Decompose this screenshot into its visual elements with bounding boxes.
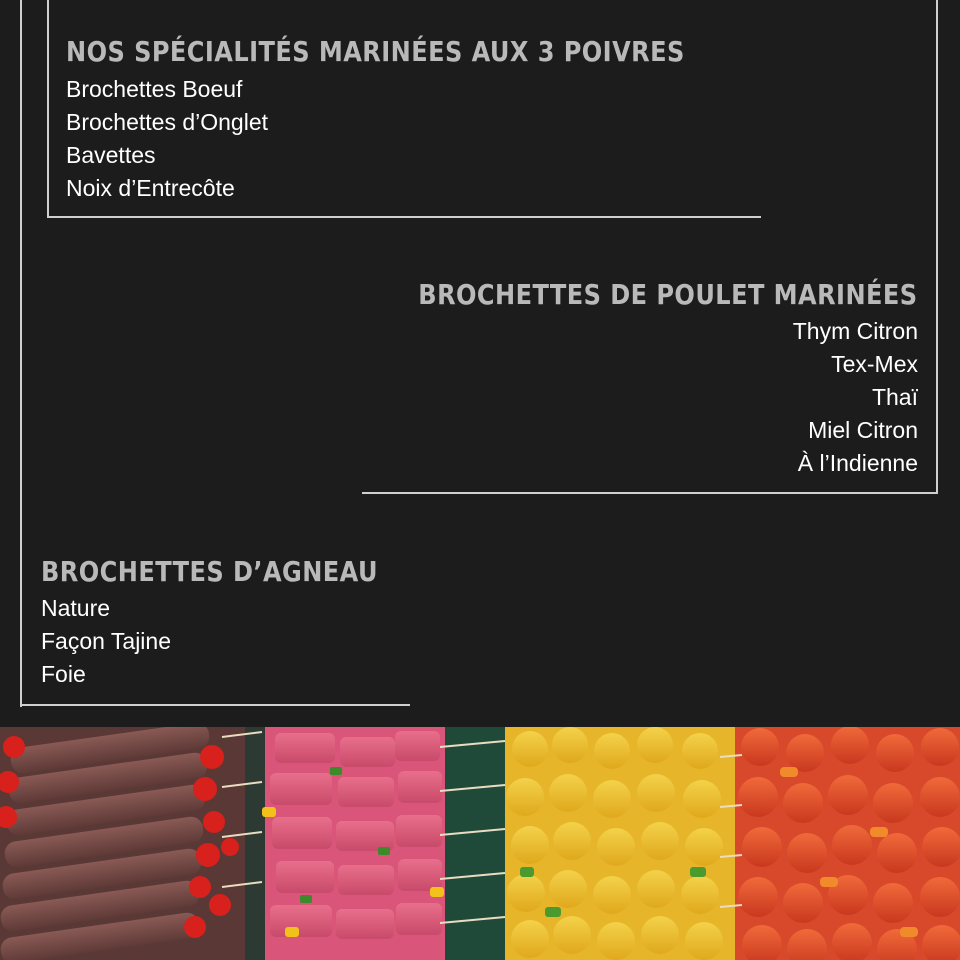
poulet-list bbox=[793, 315, 918, 480]
section-title-agneau: BROCHETTES D’AGNEAU bbox=[41, 555, 378, 588]
agneau-list bbox=[41, 592, 171, 691]
section2-bottom-line bbox=[362, 492, 938, 494]
specialites-list bbox=[66, 73, 268, 205]
frame-left-line bbox=[20, 0, 22, 707]
list-item: Bavettes bbox=[66, 142, 156, 168]
section3-bottom-line bbox=[20, 704, 410, 706]
list-item: Thym Citron bbox=[792, 318, 918, 344]
skewers-photo bbox=[0, 727, 960, 960]
list-item: Foie bbox=[41, 661, 86, 687]
frame-right-line bbox=[936, 0, 938, 494]
section1-bottom-line bbox=[47, 216, 761, 218]
list-item: Brochettes Boeuf bbox=[66, 76, 243, 102]
section-title-poulet: BROCHETTES DE POULET MARINÉES bbox=[418, 278, 918, 311]
list-item: Tex-Mex bbox=[831, 351, 918, 377]
list-item: Noix d’Entrecôte bbox=[66, 175, 235, 201]
list-item: Façon Tajine bbox=[41, 628, 171, 654]
list-item: À l’Indienne bbox=[797, 450, 918, 476]
list-item: Thaï bbox=[871, 384, 918, 410]
section1-left-line bbox=[47, 0, 49, 218]
list-item: Nature bbox=[41, 595, 111, 621]
section-title-specialites: NOS SPÉCIALITÉS MARINÉES AUX 3 POIVRES bbox=[66, 35, 685, 68]
list-item: Miel Citron bbox=[808, 417, 918, 443]
list-item: Brochettes d’Onglet bbox=[66, 109, 269, 135]
